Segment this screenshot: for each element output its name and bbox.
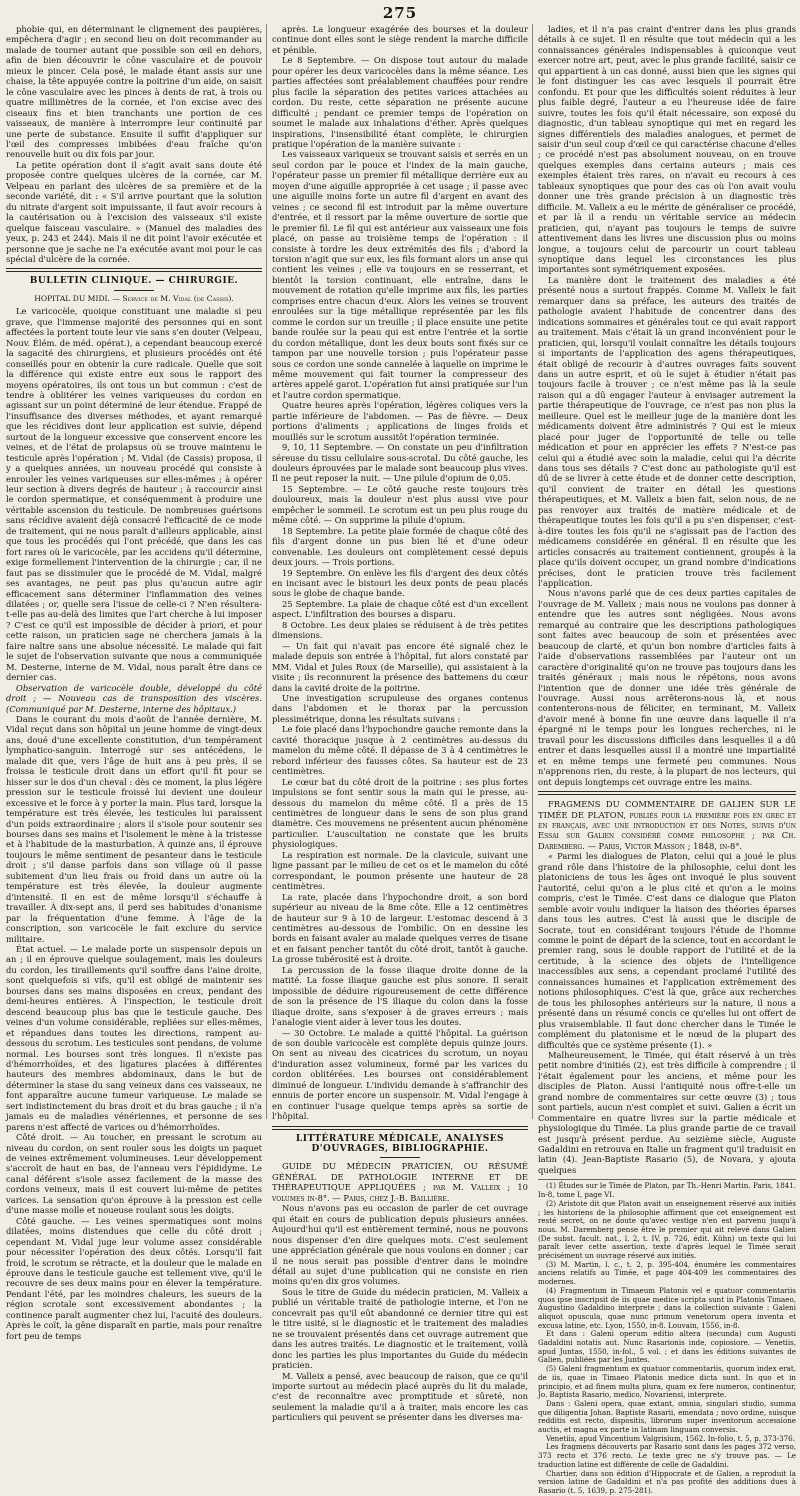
- section-rule: [538, 791, 796, 795]
- footnote: (1) Études sur le Timée de Platon, par Th.-Henri Martin. Paris, 1841. In-8, tome I, page VI.: [538, 1181, 796, 1200]
- observation-title: Observation de varicocèle double, développé du côté droit ; — Nouveau cas de transposition des viscères. (Communiqué par M. Desterne, interne des hôpitaux.): [6, 682, 262, 714]
- section-rule: [272, 1126, 528, 1130]
- paragraph: — Un fait qui n'avait pas encore été signalé chez le malade depuis son entrée à l'hôpital, fut alors constaté par MM. Vidal et Jules Roux (de Marseille), qui assistaient à la visite ; ils reconnurent la présence des battemens du cœur dans la cavité droite de la poitrine.: [272, 640, 528, 693]
- paragraph: Sous le titre de Guide du médecin praticien, M. Valleix a publié un véritable traité de pathologie interne, et l'on ne concevrait pas qu'il eût abandonné ce dernier titre qui est le titre usité, si le diagnostic et le traitement des maladies ne se trouvaient présentés dans cet ouvrage autrement que dans les autres traités. Le diagnostic et le traitement, voilà donc les parties les plus importantes du Guide du médecin praticien.: [272, 1286, 528, 1371]
- paragraph: La manière dont le traitement des maladies a été présenté nous a surtout frappés. Comme M. Valleix le fait remarquer dans sa préface, les auteurs des traités de pathologie avaient l'habitude de concentrer dans des indications sommaires et générales tout ce qui avait rapport au traitement. Mais c'était là un grand inconvénient pour le praticien, qui, lorsqu'il voulait connaître les détails toujours si importants de l'application des agens thérapeutiques, était obligé de recourir à d'autres ouvrages faits souvent dans un autre esprit, et où le sujet à étudier n'était pas toujours facile à trouver ; ce n'est même pas là la seule raison qui a dû engager l'auteur à envisager autrement la partie thérapeutique de l'ouvrage, ce n'est pas non plus la meilleure. Quel est le meilleur juge de la manière dont les médicaments doivent être administrés ? Qui est le mieux placé pour juger de l'opportunité de telle ou telle médication et pour en apprécier les effets ? N'est-ce pas celui qui a étudié avec soin la maladie, celui qui l'a décrite dans tous ses détails ? C'est donc au pathologiste qu'il est dû de se livrer à cette étude et de donner cette description, qu'il convient de traiter en détail les questions thérapeutiques, et M. Valleix a bien fait, selon nous, de ne pas renvoyer aux traités de matière médicale et de thérapeutique toutes les fois qu'il a pu s'en dispenser, c'est-à-dire toutes les fois qu'il ne s'agissait pas de l'action des médicamens considérée en général. Il en résulte que les articles consacrés au traitement contiennent, groupés à la place qu'ils doivent occuper, un grand nombre d'indications précises, dont le praticien trouve très facilement l'application.: [538, 274, 796, 589]
- hospital-heading: HOPITAL DU MIDI. — Service de M. Vidal (de Cassis).: [34, 293, 234, 303]
- footnote: Chartier, dans son édition d'Hippocrate et de Galien, a reproduit la version latine de Gadaldini et n'a pas profité des additions dues à Rasario (t. 5, 1639, p. 275-281).: [538, 1468, 796, 1495]
- paragraph: 25 Septembre. La plaie de chaque côté est d'un excellent aspect. L'infiltration des bourses a disparu.: [272, 598, 528, 620]
- footnote: Dans : Galeni opera, quae extant, omnia, singulari studio, summa que diligentia Johan. Baptiste Rasarii, emendata ; novo ordine, suisque redditis est recto, dispositis, librorum super inventorum accessione auctis, et magna ex parte in latinam linguam conversis.: [538, 1398, 796, 1435]
- column-middle: [272, 24, 528, 1423]
- paragraph: « Parmi les dialogues de Platon, celui qui a joué le plus grand rôle dans l'histoire de la philosophie, celui dont les platoniciens de tous les âges ont invoqué le plus souvent l'autorité, celui qu'on a le plus cité et qu'on a le moins compris, c'est le Timée. C'est dans ce dialogue que Platon semble avoir voulu indiquer la liaison des théories éparses dans tous les autres. C'est là aussi que le disciple de Socrate, tout en considérant toujours l'étude de l'homme comme le point de départ de la science, tout en accordant le premier rang, sous le double rapport de l'utilité et de la certitude, à la science des objets de l'intelligence inaccessibles aux sens, a cependant proclamé l'utilité des connaissances humaines et l'application extrêmement des notions philosophiques. C'est là que, grâce aux recherches de tous les philosophes antérieurs sur la nature, il nous a présenté dans un résumé concis ce qu'elles lui ont offert de plus vraisemblable. Il faut donc chercher dans le Timée le complément du platonisme et le nœud de la plupart des difficultés que ce système présente (1). »: [538, 851, 796, 1050]
- footnote: (3) M. Martin, l. c., t. 2, p. 395-404, énumère les commentaires anciens relatifs au Timée, et page 404-409 les commentaires des modernes.: [538, 1259, 796, 1287]
- column-right: [538, 24, 796, 1495]
- paragraph: Nous n'avons pas eu occasion de parler de cet ouvrage qui était en cours de publication depuis plusieurs années. Aujourd'hui qu'il est entièrement terminé, nous ne pouvons nous dispenser d'en dire quelques mots. C'est seulement une appréciation générale que nous voulons en donner ; car il ne nous serait pas possible d'entrer dans le moindre détail au sujet d'une publication qui ne consiste en rien moins qu'en dix gros volumes.: [272, 1203, 528, 1287]
- book-title: GUIDE DU MÉDECIN PRATICIEN, OU RÉSUMÉ GÉNÉRAL DE PATHOLOGIE INTERNE ET DE THÉRAPEUTIQUE APPLIQUÉES ; par M. Valleix ; 10 volumes in-8°. — Paris, chez J.-B. Baillière.: [272, 1161, 528, 1203]
- paragraph: Malheureusement, le Timée, qui était réservé à un très petit nombre d'initiés (2), est très difficile à comprendre ; il l'était également pour les anciens, et même pour les disciples de Platon. Aussi l'antiquité nous offre-t-elle un grand nombre de commentaires sur cette œuvre (3) ; tous sont partiels, aucun n'est complet et suivi. Galien a écrit un Commentaire en quatre livres sur la partie médicale et physiologique du Timée. La plus grande partie de ce travail est jusqu'à présent perdue. Au seizième siècle, Auguste Gadaldini en retrouva en Italie un fragment qu'il traduisit en latin (4). Jean-Baptiste Rasario (5), de Novara, y ajouta quelques: [538, 1049, 796, 1175]
- footnote: (5) Galeni fragmentum ex quatuor commentariis, quorum index erat, de iis, quae in Timaeo Platonis medice dicta sunt. In quo et in principio, et ad finem multa plura, quam ex fere numeros, continentur, Jo. Baptista Rasario, medico, Novariensi, interprete.: [538, 1364, 796, 1400]
- paragraph: 15 Septembre. — Le côté gauche reste toujours très douloureux, mais la douleur n'est plus aussi vive pour empêcher le sommeil. Le scrotum est un peu plus rouge du même côté. — On supprime la pilule d'opium.: [272, 483, 528, 526]
- footnote: Venetiis, apud Vincentium Valgrisium, 1562. In-folio, t. 5, p. 373-376.: [546, 1433, 795, 1443]
- footnote: Les fragmens découverts par Rasario sont dans les pages 372 verso, 373 recto et 376 recto. Le texte grec ne s'y trouve pas. — Le traduction latine est différente de celle de Gadaldini.: [538, 1442, 796, 1469]
- paragraph: La respiration est normale. De la clavicule, suivant une ligne passant par le milieu de cet os et le mamelon du côté correspondant, le poumon présente une hauteur de 28 centimètres.: [272, 849, 528, 892]
- paragraph: Côté gauche. — Les veines spermatiques sont moins dilatées, moins distendues que celle du côté droit ; cependant M. Vidal juge leur volume assez considérable pour nécessiter l'opération des deux côtés. Lorsqu'il fait froid, le scrotum se rétracte, et la douleur que le malade en éprouve dans le testicule gauche est tellement vive, qu'il le recouvre de ses deux mains pour en élever la température. Pendant l'été, par les moindres chaleurs, les sueurs de la région scrotale sont excessivement abondantes ; la continence paraît augmenter chez lui, l'acuité des douleurs. Après le coït, la gêne disparaît en partie, mais pour renaître fort peu de temps: [6, 1215, 262, 1341]
- paragraph: Côté droit. — Au toucher, en pressant le scrotum au niveau du cordon, on sent rouler sous les doigts un paquet de veines extrêmement volumineuses. Leur développement s'accroît de haut en bas, de l'anneau vers l'épididyme. Le canal déférent s'isole assez facilement de la masse des cordons veineux, mais il est couvert lui-même de petites varices. La sensation qu'on éprouve à la pression est celle d'une masse molle et noueuse roulant sous les doigts.: [6, 1132, 262, 1216]
- footnotes: [538, 1179, 796, 1495]
- section-title: LITTÉRATURE MÉDICALE, ANALYSES D'OUVRAGES, BIBLIOGRAPHIE.: [295, 1133, 505, 1155]
- short-rule: [380, 1157, 420, 1158]
- paragraph: 9, 10, 11 Septembre. — On constate un peu d'infiltration séreuse du tissu cellulaire sous-scrotal. Du côté gauche, les douleurs éprouvées par le malade sont beaucoup plus vives. Il ne peut reposer la nuit. — Une pilule d'opium de 0,05.: [272, 442, 528, 484]
- section-title: BULLETIN CLINIQUE. — CHIRURGIE.: [29, 276, 239, 287]
- paragraph: État actuel. — Le malade porte un suspensoir depuis un an ; il en éprouve quelque soulagement, mais les douleurs du cordon, les tiraillements qu'il souffre dans l'aine droite, sont quelquefois si vifs, qu'il est obligé de maintenir ses bourses dans ses mains disposées en creux, pendant des demi-heures entières. À l'inspection, le testicule droit descend beaucoup plus bas que le testicule gauche. Des veines d'un volume considérable, repliées sur elles-mêmes, et répandues dans toutes les directions, rampent au-dessous du scrotum. Les testicules sont pendans, de volume normal. Les bourses sont très longues. Il n'existe pas d'hémorrhoïdes, et des ligatures placées à différentes hauteurs des membres abdominaux, dans le but de déterminer la stase du sang veineux dans ces vaisseaux, ne font apparaître aucune tumeur variqueuse. Le malade se sert indistinctement du bras droit et du bras gauche ; il n'a jamais eu de maladies vénériennes, et personne de ses parens n'est affecté de varices ou d'hémorrhoïdes.: [6, 943, 262, 1132]
- footnote: (2) Aristote dit que Platon avait un enseignement réservé aux initiés ; les historiens de la philosophie affirment que cet enseignement est resté secret, on ne doute qu'avec vestige n'en est parvenu jusqu'à nous. M. Daremberg pense être le premier qui ait relevé dans Galien (De subst. facult. nat., l. 2, t. IV, p. 726, édit. Kühn) un texte qui lui paraît lever cette assertion, texte d'après lequel le Timée serait précisément un ouvrage réservé aux initiés.: [538, 1198, 796, 1261]
- column-divider: [266, 24, 267, 1119]
- footnote: Et dans : Galeni operum editio altera (secunda) cum Augusti Gadaldini notatis aut. Nunc Rasarionis inde, copiosiore. — Venetiis, apud Juntas, 1550, in-fol., 5 vol. ; et dans les éditions suivantes de Galien, publiées par les Juntes.: [538, 1329, 796, 1365]
- paragraph: 8 Octobre. Les deux plaies se réduisent à de très petites dimensions.: [272, 619, 528, 641]
- paragraph: La petite opération dont il s'agit avait sans doute été proposée contre quelques ulcères de la cornée, car M. Velpeau en parlant des ulcères de sa première et de la seconde variété, dit : « S'il arrive pourtant que la solution du nitrate d'argent soit impuissante, il faut avoir recours à la cautérisation ou à l'excision des vaisseaux s'il existe quelque faisceau vasculaire. » (Manuel des maladies des yeux, p. 243 et 244). Mais il ne dit point l'avoir exécutée et personne que je sache ne l'a exécutée avant moi pour le cas spécial d'ulcère de la cornée.: [6, 159, 262, 264]
- paragraph: 18 Septembre. La petite plaie formée de chaque côté des fils d'argent donne un pus bien lié et d'une odeur convenable. Les douleurs ont complètement cessé depuis deux jours. — Trois portions.: [272, 525, 528, 568]
- paragraph: Le 8 Septembre. — On dispose tout autour du malade pour opérer les deux varicocèles dans la même séance. Les parties affectées sont préalablement chauffées pour rendre plus facile la séparation des petites varices attachées au cordon. Du reste, cette séparation ne présente aucune difficulté ; pendant ce premier temps de l'opération on soumet le malade aux inhalations d'éther. Après quelques inspirations, l'insensibilité étant complète, le chirurgien pratique l'opération de la manière suivante :: [272, 55, 528, 149]
- paragraph: Le foie placé dans l'hypochondre gauche remonte dans la cavité thoracique jusque à 2 centimètres au-dessus du mamelon du même côté. Il dépasse de 3 à 4 centimètres le rebord inférieur des fausses côtes. Sa hauteur est de 23 centimètres.: [272, 724, 528, 777]
- paragraph: — 30 Octobre. Le malade a quitté l'hôpital. La guérison de son double varicocèle est complète depuis quinze jours. On sent au niveau des cicatrices du scrotum, un noyau d'induration assez volumineux, formé par les varices du cordon oblitérées. Les bourses ont considérablement diminué de longueur. L'individu demande à s'affranchir des ennuis de porter encore un suspensoir. M. Vidal l'engage à en continuer l'usage quelque temps après sa sortie de l'hôpital.: [272, 1027, 528, 1122]
- paragraph: 19 Septembre. On enlève les fils d'argent des deux côtés en incisant avec le bistouri les deux ponts de peau placés sous le globe de chaque bande.: [272, 567, 528, 599]
- column-left: [6, 24, 262, 1341]
- paragraph: Quatre heures après l'opération, légères coliques vers la partie inférieure de l'abdomen. — Pas de fièvre. — Deux portions d'aliments ; applications de linges froids et mouillés sur le scrotum aussitôt l'opération terminée.: [272, 400, 528, 442]
- column-divider: [532, 24, 533, 1119]
- paragraph: M. Valleix a pensé, avec beaucoup de raison, que ce qu'il importe surtout au médecin placé auprès du lit du malade, c'est de reconnaître avec promptitude et sûreté, non seulement la maladie qu'il a à traiter, mais encore les cas particuliers qui peuvent se présenter dans les diverses ma-: [272, 1370, 528, 1423]
- paragraph: Dans le courant du mois d'août de l'année dernière, M. Vidal reçut dans son hôpital un jeune homme de vingt-deux ans, doué d'une excellente constitution, d'un tempérament lymphatico-sanguin. Interrogé sur ses antécédens, le malade dit que, vers l'âge de huit ans à peu près, il se froissa le testicule droit dans un effort qu'il fit pour se hisser sur le dos d'un cheval : dès ce moment, la plus légère pression sur le testicule froissé lui devient une douleur excessive et le force à y porter la main. Plus tard, lorsque la température est très élevée, les testicules lui paraissent d'un poids extraordinaire ; alors il s'isole pour soutenir ses bourses dans ses mains et l'isolement le mène à la tristesse et à l'habitude de la masturbation. À quinze ans, il éprouve toujours le même sentiment de pesanteur dans le testicule droit ; s'il danse parfois dans son village où il passe subitement d'un lieu frais ou froid dans un autre où la température est très élevée, la douleur augmente d'intensité. Il en est de même lorsqu'il s'échauffe à travailler. À dix-sept ans, il perd ses habitudes d'onanisme par la fréquentation d'une femme. À l'âge de la conscription, son varicocèle le fait exclure du service militaire.: [6, 714, 262, 944]
- paragraph: ladies, et il n'a pas craint d'entrer dans les plus grands détails à ce sujet. Il en résulte que tout médecin qui a les connaissances générales indispensables à quiconque veut exercer notre art, peut, avec le plus grande facilité, saisir ce qui appartient à un cas donné, aussi bien que les signes qui le font distinguer les cas avec lesquels il pourrait être confondu. Et pour que les difficultés soient réduites à leur plus faible degré, l'auteur a eu l'heureuse idée de faire suivre, toutes les fois qu'il était nécessaire, son exposé du diagnostic, d'un tableau synoptique qui met en regard les signes différentiels des maladies analogues, et permet de saisir d'un seul coup d'œil ce qui caractérise chacune d'elles ; ce procédé n'est pas absolument nouveau, on en trouve quelques exemples dans certains auteurs ; mais ces exemples étaient très rares, on n'avait eu recours à ces tableaux synoptiques que pour des cas où l'on avait voulu donner une très grande précision à un diagnostic très difficile. M. Valleix a eu le mérite de généraliser ce procédé, et par là il a rendu un véritable service au médecin praticien, qui, n'ayant pas toujours le temps de suivre attentivement dans les livres une discussion plus ou moins longue, a toujours celui de parcourir un court tableau synoptique dans lequel les circonstances les plus importantes sont symétriquement exposées.: [538, 24, 796, 275]
- paragraph: après. La longueur exagérée des bourses et la douleur continue dont elles sont le siège rendent la marche difficile et pénible.: [272, 24, 528, 55]
- section-rule: [6, 268, 262, 272]
- paragraph: phobie qui, en déterminant le clignement des paupières, empêchera d'agir ; en second lieu on doit recommander au malade de tourner autant que possible son œil en dehors, afin de bien découvrir le cône vasculaire et de pouvoir mieux le pincer. Cela posé, le malade étant assis sur une chaise, la tête appuyée contre la poitrine d'un aide, on saisit le cône vasculaire avec les pinces à dents de rat, à trois ou quatre millimètres de la cornée, et l'on excise avec des ciseaux fins et bien tranchants une portion de ces vaisseaux, de manière à interrompre leur continuité par une perte de substance. Ensuite il suffit d'appliquer sur l'œil des compresses imbibées d'eau fraîche qu'on renouvelle huit ou dix fois par jour.: [6, 24, 262, 160]
- paragraph: Une investigation scrupuleuse des organes contenus dans l'abdomen et le thorax par la percussion plessimétrique, donna les résultats suivans :: [272, 693, 528, 724]
- paragraph: Le varicocèle, quoique constituant une maladie si peu grave, que l'immense majorité des personnes qui en sont affectées la portent toute leur vie sans s'en douter (Velpeau, Nouv. Élém. de méd. opérat.), a cependant beaucoup exercé la sagacité des chirurgiens, et plusieurs procédés ont été conseillés pour en obtenir la cure radicale. Quelle que soit la différence qui existe entre eux sous le rapport des moyens opératoires, ils ont tous un but commun : c'est de tendre à oblitérer les veines variqueuses du cordon en agissant sur un point déterminé de leur étendue. Frappé de l'insuffisance des diverses méthodes, et ayant remarqué que les récidives dont leur application est suivie, dépend surtout de la longueur excessive que conservent encore les veines, et de l'état de prolapsus où se trouve maintenu le testicule après l'opération ; M. Vidal (de Cassis) proposa, il y a quelques années, un nouveau procédé qui consiste à enrouler les veines variqueuses sur elles-mêmes ; à opérer leur section à divers degrés de hauteur ; à raccourcir ainsi le cordon spermatique, et conséquemment à produire une véritable ascension du testicule. De nombreuses guérisons sans récidive avaient déjà consacré l'efficacité de ce mode de traitement, qui ne nous paraît d'ailleurs applicable, ainsi que tous les procédés qui l'ont précédé, que dans les cas fort rares où le varicocèle, par les accidens qu'il détermine, exige formellement l'intervention de la chirurgie ; car, il ne faut pas se dissimuler que le procédé de M. Vidal, malgré ses avantages, ne peut pas plus qu'aucun autre agir efficacement sans déterminer l'inflammation des veines dilatées ; or, quelle sera l'issue de celle-ci ? N'en résultera-t-elle pas au-delà des limites que l'art cherche à lui imposer ? C'est ce qu'il est impossible de décider à priori, et pour cette raison, un praticien sage ne cherchera jamais à la faire naître sans une absolue nécessité. Le malade qui fait le sujet de l'observation suivante que nous a communiquée M. Desterne, interne de M. Vidal, nous paraît être dans ce dernier cas.: [6, 306, 262, 683]
- page-number: 275: [382, 4, 418, 22]
- short-rule: [114, 290, 154, 291]
- paragraph: Le cœur bat du côté droit de la poitrine : ses plus fortes impulsions se font sentir sous la main qui le presse, au-dessous du mamelon du même côté. Il a près de 15 centimètres de longueur dans le sens de son plus grand diamètre. Ces mouvemens ne présentent aucun phénomène particulier. L'auscultation ne constate que les bruits physiologiques.: [272, 776, 528, 850]
- paragraph: La percussion de la fosse iliaque droite donne de la matité. La fosse iliaque gauche est plus sonore. Il serait impossible de déduire rigoureusement de cette différence de son la présence de l'S iliaque du colon dans la fosse iliaque droite, sans s'exposer à de graves erreurs ; mais l'analogie vient aider à lever tous les doutes.: [272, 964, 528, 1028]
- footnote: (4) Fragmentum in Timaeum Platonis vel e quatuor commentariis quos ipse inscripsit de iis quae medice scripta sunt in Platonis Timaeo, Augustino Gadaldino interprete ; dans la collection suivante : Galeni aliquot opuscula, quae nunc primum venetorum opera inventa et excusa latine, etc. Lyon, 1550, in-8. Louvain, 1556, in-8.: [538, 1285, 796, 1330]
- paragraph: Les vaisseaux variqueux se trouvant saisis et serrés en un seul cordon par le pouce et l'index de la main gauche, l'opérateur passe un premier fil métallique derrière eux au moyen d'une aiguille appropriée à cet usage ; il passe avec une aiguille moins forte un autre fil d'argent en avant des veines ; ce second fil est introduit par la même ouverture d'entrée, et il ressort par la même ouverture de sortie que le premier fil. Le fil qui est antérieur aux vaisseaux une fois placé, on passe au troisième temps de l'opération : il consiste à tordre les deux extrémités des fils ; d'abord la torsion n'agit que sur eux, les fils formant alors un anse qui contient les veines ; elle va toujours en se resserrant, et bientôt la torsion continuant, elle entraîne, dans le mouvement de rotation qu'elle imprime aux fils, les parties comprises entre chacun d'eux. Alors les veines se trouvent enroulées sur la tige métallique représentée par les fils comme le cordon sur un treuille ; il place ensuite une petite bande roulée sur la peau qui est entre l'entrée et la sortie du cordon métallique, dont les deux bouts sont fixés sur ce tampon par une nouvelle torsion ; puis l'opérateur passe sous ce cordon une sonde cannelée à laquelle on imprime le même mouvement qui fait tourner la compresseur des artères appelé garot. L'opération fut ainsi pratiquée sur l'un et l'autre cordon spermatique.: [272, 149, 528, 400]
- paragraph: La rate, placée dans l'hypochondre droit, a son bord supérieur au niveau de la 8me côte. Elle a 12 centimètres de hauteur sur 9 à 10 de largeur. L'estomac descend à 3 centimètres au-dessous de l'ombilic. On en dessine les bords en faisant avaler au malade quelques verres de tisane et en faisant pencher tantôt du côté droit, tantôt à gauche. La grosse tubérosité est à droite.: [272, 891, 528, 965]
- paragraph: Nous n'avons parlé que de ces deux parties capitales de l'ouvrage de M. Valleix ; mais nous ne voulons pas donner à entendre que les autres sont négligées. Nous avons remarqué au contraire que les descriptions pathologiques sont faites avec beaucoup de soin et présentées avec beaucoup de clarté, et qu'un bon nombre d'articles faits à l'aide d'observations rassemblées par l'auteur ont un caractère d'originalité qu'on ne trouve pas toujours dans les traités généraux ; mais nous le répétons, nous avons l'intention que de donner une idée très générale de l'ouvrage. Aussi nous arrêterons-nous là, et nous contenterons-nous de féliciter, en terminant, M. Valleix d'avoir mené à bonne fin une œuvre dans laquelle il n'a épargné ni le temps pour les longues recherches, ni le travail pour les discussions difficiles dans lesquelles il a dû entrer et dans lesquelles aussi il a montré une impartialité et en même temps une fermeté peu communes. Nous n'apprenons rien, du reste, à la plupart de nos lecteurs, qui ont depuis longtemps cet ouvrage entre les mains.: [538, 588, 796, 787]
- book-title: FRAGMENS DU COMMENTAIRE DE GALIEN SUR LE TIMÉE DE PLATON, publiés pour la première fois en grec et en français, avec une introduction et des Notes, suivis d'un Essai sur Galien considéré comme philosophe ; par Ch. Daremberg. — Paris, Victor Masson ; 1848, in-8°.: [538, 799, 796, 851]
